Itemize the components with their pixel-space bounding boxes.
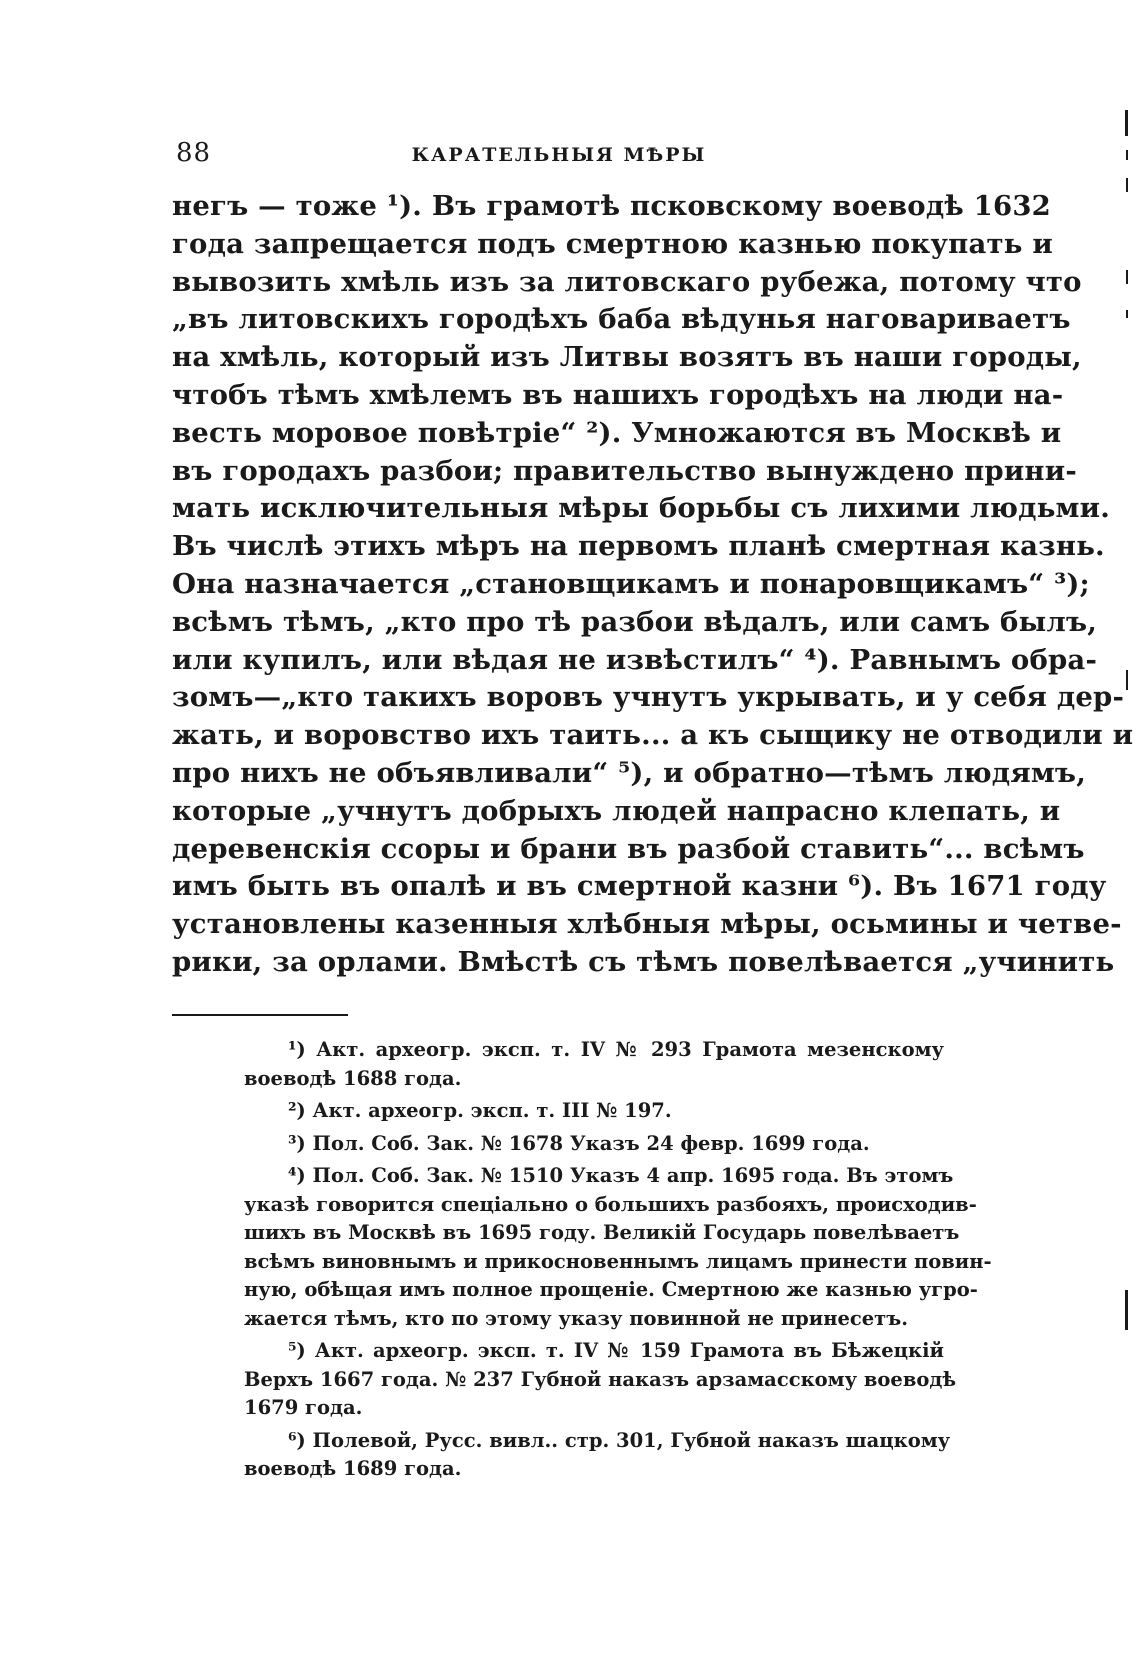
text-line: имъ быть въ опалѣ и въ смертной казни ⁶). Въ 1671 году (172, 870, 1107, 903)
scan-mark (1126, 670, 1128, 690)
page-header (176, 138, 942, 172)
scan-mark (1125, 1290, 1128, 1330)
footnote-line: шихъ въ Москвѣ въ 1695 году. Великій Государь повелѣваетъ (244, 1221, 960, 1244)
text-line: которые „учнутъ добрыхъ людей напрасно клепать, и (172, 794, 1061, 827)
text-line: въ городахъ разбои; правительство вынуждено прини- (172, 454, 1077, 487)
footnote-line: ную, обѣщая имъ полное прощеніе. Смертною же казнью угро- (244, 1278, 978, 1301)
text-line: года запрещается подъ смертною казнью покупать и (172, 227, 1053, 260)
scan-mark (1126, 270, 1128, 284)
text-line: рики, за орлами. Вмѣстѣ съ тѣмъ повелѣвается „учинить (172, 945, 1115, 978)
scan-edge-marks (1114, 110, 1128, 1410)
footnote-line: воеводѣ 1688 года. (244, 1066, 462, 1090)
footnote-5 (244, 1337, 957, 1423)
text-line: весть моровое повѣтріе“ ²). Умножаются въ Москвѣ и (172, 416, 1062, 449)
footnote-line: всѣмъ виновнымъ и прикосновеннымъ лицамъ принести повин- (244, 1249, 992, 1273)
text-line: чтобъ тѣмъ хмѣлемъ въ нашихъ городѣхъ на люди на- (172, 378, 1064, 411)
text-line: мать исключительныя мѣры борьбы съ лихими людьми. (172, 492, 1111, 525)
footnote-1 (244, 1036, 944, 1093)
text-line: вывозить хмѣль изъ за литовскаго рубежа, потому что (172, 265, 1082, 298)
text-line: про нихъ не объявливали“ ⁵), и обратно—тѣмъ людямъ, (172, 756, 1086, 789)
footnote-4 (244, 1162, 992, 1333)
footnote-line: ⁵) Акт. археогр. эксп. т. IV № 159 Грамота въ Бѣжецкій (288, 1339, 944, 1362)
footnote-line: ¹) Акт. археогр. эксп. т. IV № 293 Грамота мезенскому (288, 1038, 944, 1061)
text-line: Она назначается „становщикамъ и понаровщикамъ“ ³); (172, 567, 1090, 600)
text-line: „въ литовскихъ городѣхъ баба вѣдунья наговариваетъ (172, 303, 1071, 336)
footnote-3 (244, 1130, 944, 1159)
footnote-2 (244, 1097, 944, 1126)
footnote-line: ⁶) Полевой, Русс. вивл.. стр. 301, Губной наказъ шацкому (288, 1428, 951, 1452)
footnote-line: ³) Пол. Соб. Зак. № 1678 Указъ 24 февр. 1699 года. (288, 1131, 870, 1155)
main-text (172, 188, 1134, 982)
scan-mark (1126, 178, 1128, 192)
footnotes (244, 1036, 992, 1484)
footnote-line: жается тѣмъ, кто по этому указу повинной не принесетъ. (244, 1306, 908, 1330)
footnote-line: Верхъ 1667 года. № 237 Губной наказъ арзамасскому воеводѣ (244, 1367, 957, 1391)
scan-mark (1126, 310, 1128, 318)
text-line: на хмѣль, который изъ Литвы возятъ въ наши городы, (172, 341, 1082, 374)
page-number: 88 (176, 138, 212, 168)
footnote-line: указѣ говорится спеціально о большихъ разбояхъ, происходив- (244, 1192, 977, 1216)
footnote-line: ⁴) Пол. Соб. Зак. № 1510 Указъ 4 апр. 1695 года. Въ этомъ (288, 1164, 954, 1187)
footnote-line: 1679 года. (244, 1396, 363, 1419)
scan-mark (1126, 150, 1128, 160)
text-line: всѣмъ тѣмъ, „кто про тѣ разбои вѣдалъ, или самъ былъ, (172, 605, 1098, 638)
text-line: зомъ—„кто такихъ воровъ учнутъ укрывать, и у себя дер- (172, 681, 1125, 714)
footnote-divider (172, 1014, 348, 1016)
footnote-line: воеводѣ 1689 года. (244, 1457, 462, 1480)
footnote-6 (244, 1427, 951, 1484)
text-line: Въ числѣ этихъ мѣръ на первомъ планѣ смертная казнь. (172, 530, 1105, 563)
scan-mark (1125, 110, 1128, 136)
text-line: установлены казенныя хлѣбныя мѣры, осьмины и четве- (172, 908, 1122, 941)
text-line: негъ — тоже ¹). Въ грамотѣ псковскому воеводѣ 1632 (172, 190, 1052, 222)
text-line: или купилъ, или вѣдая не извѣстилъ“ ⁴). Равнымъ обра- (172, 643, 1098, 676)
text-line: деревенскія ссоры и брани въ разбой ставить“... всѣмъ (172, 832, 1085, 865)
running-title: КАРАТЕЛЬНЫЯ МѢРЫ (411, 144, 707, 166)
footnote-line: ²) Акт. археогр. эксп. т. III № 197. (288, 1099, 672, 1122)
text-line: жать, и воровство ихъ таить... а къ сыщику не отводили и (172, 719, 1134, 752)
